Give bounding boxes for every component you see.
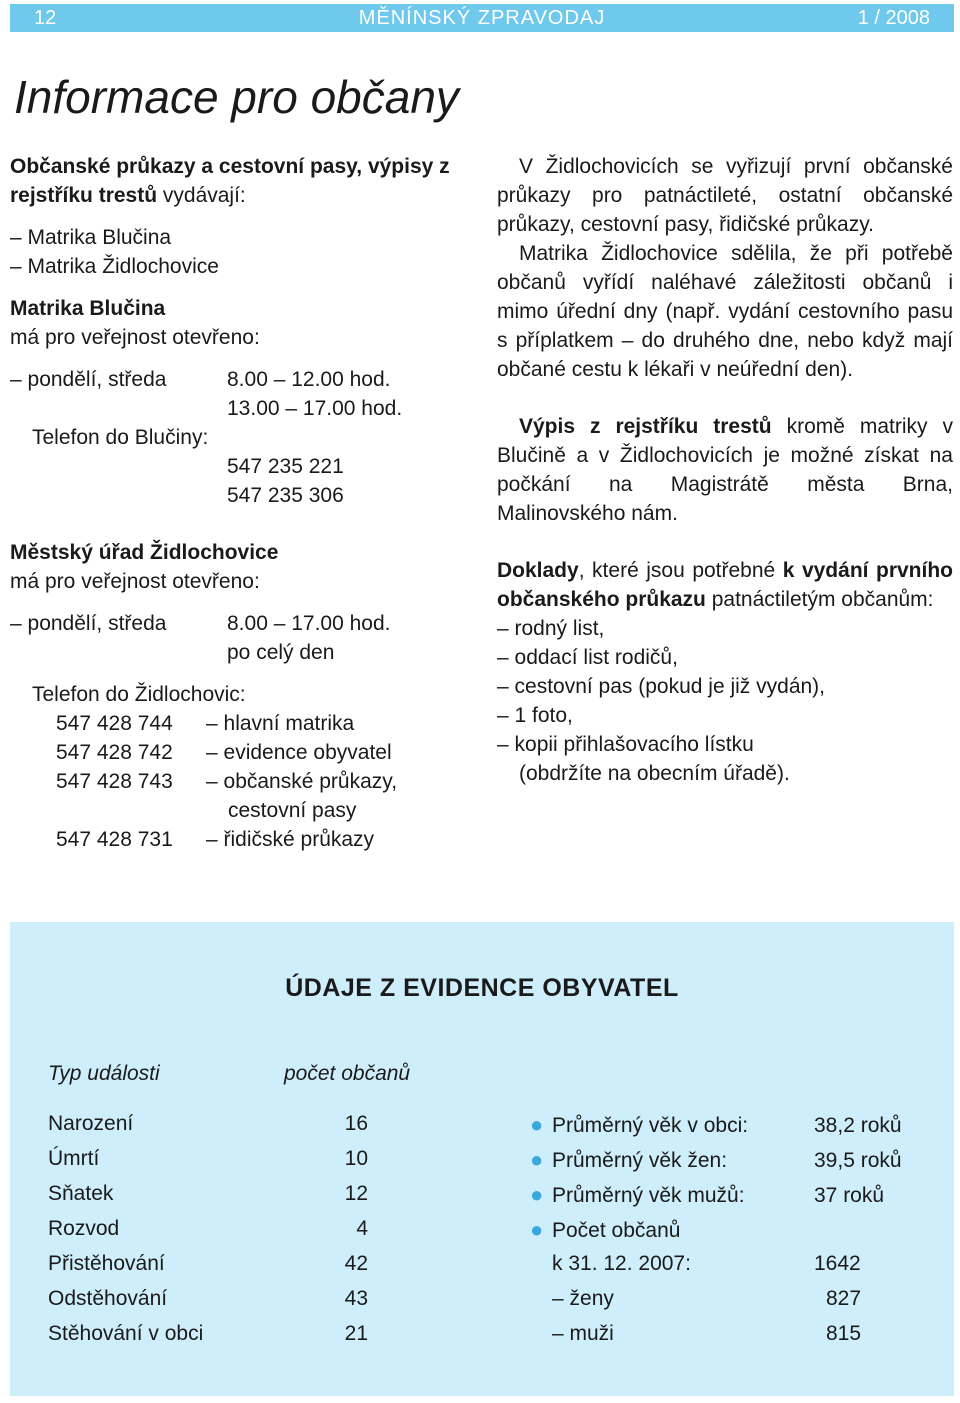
table-row: Úmrtí 10 — [48, 1147, 368, 1170]
list-item — [530, 1287, 940, 1322]
evidence-title: ÚDAJE Z EVIDENCE OBYVATEL — [285, 974, 679, 1002]
document-item: – cestovní pas (pokud je již vydán), — [497, 675, 826, 698]
blucina-phone-label: Telefon do Blučiny: — [32, 426, 209, 449]
intro-rest: vydávají: — [157, 184, 246, 207]
blucina-days: – pondělí, středa — [10, 368, 167, 391]
intro-bold: Občanské průkazy a cestovní pasy, výpisy z rejstříku trestů — [10, 155, 450, 207]
bullet-icon: ● — [530, 1182, 544, 1207]
event-table — [48, 1112, 388, 1357]
blucina-open: má pro veřejnost otevřeno: — [10, 326, 260, 349]
men-value: 815 — [826, 1322, 862, 1345]
paragraph-criminal-record: Výpis z rejstříku trestů kromě matriky v Blučině a v Židlochovicích je možné získat na počkání na Magistrátě města Brna, Malinovského nám. — [497, 415, 954, 525]
table-row: Sňatek 12 — [48, 1182, 368, 1205]
table-row: Stěhování v obci 21 — [48, 1322, 368, 1345]
blucina-hours: 13.00 – 17.00 hod. — [227, 397, 403, 420]
count-total: 1642 — [814, 1252, 861, 1275]
list-item — [530, 1252, 940, 1287]
column-header-count: počet občanů — [284, 1062, 411, 1085]
right-column — [497, 152, 953, 788]
page-title: Informace pro občany — [14, 71, 459, 123]
newsletter-title: MĚNÍNSKÝ ZPRAVODAJ — [358, 7, 606, 29]
document-item: – oddací list rodičů, — [497, 646, 678, 669]
zidlochovice-phone-label: Telefon do Židlochovic: — [32, 683, 246, 706]
zidlochovice-hours: po celý den — [227, 641, 335, 664]
table-row: Narození 16 — [48, 1112, 368, 1135]
page-header — [10, 4, 954, 32]
zidlochovice-hours: 8.00 – 17.00 hod. — [227, 612, 391, 635]
phone-row: cestovní pasy — [228, 799, 357, 822]
list-item — [530, 1322, 940, 1357]
phone-row: 547 428 744 – hlavní matrika — [56, 712, 355, 735]
blucina-hours-row — [10, 394, 470, 423]
evidence-box — [10, 922, 954, 1396]
table-row: Odstěhování 43 — [48, 1287, 368, 1310]
zidlochovice-open: má pro veřejnost otevřeno: — [10, 570, 260, 593]
list-item: ● Průměrný věk v obci: 38,2 roků — [530, 1112, 902, 1137]
averages-list — [530, 1112, 940, 1357]
blucina-hours-row — [10, 365, 470, 394]
count-date: k 31. 12. 2007: — [552, 1252, 691, 1275]
women-label: – ženy — [552, 1287, 614, 1310]
document-item: – rodný list, — [497, 617, 605, 640]
paragraph-first-id: V Židlochovicích se vyřizují první občanské průkazy pro patnáctileté, ostatní občanské průkazy, cestovní pasy, řidičské průkazy. — [497, 155, 953, 236]
document-item: – 1 foto, — [497, 704, 573, 727]
table-row: Rozvod 4 — [48, 1217, 368, 1240]
men-label: – muži — [552, 1322, 614, 1345]
column-header-type: Typ události — [48, 1062, 160, 1085]
issue-number: 1 / 2008 — [857, 7, 930, 29]
document-item: (obdržíte na obecním úřadě). — [519, 762, 790, 785]
bullet-icon: ● — [530, 1147, 544, 1172]
blucina-phone: 547 235 221 — [227, 455, 344, 478]
zidlochovice-heading: Městský úřad Židlochovice — [10, 541, 279, 564]
office-item: – Matrika Židlochovice — [10, 255, 219, 278]
blucina-heading: Matrika Blučina — [10, 297, 166, 320]
document-item: – kopii přihlašovacího lístku — [497, 733, 754, 756]
list-item: ● Počet občanů — [530, 1217, 681, 1242]
list-item: ● Průměrný věk žen: 39,5 roků — [530, 1147, 902, 1172]
bullet-icon: ● — [530, 1217, 544, 1242]
office-item: – Matrika Blučina — [10, 226, 172, 249]
list-item: ● Průměrný věk mužů: 37 roků — [530, 1182, 885, 1207]
paragraph-urgent: Matrika Židlochovice sdělila, že při potřebě občanů vyřídí naléhavé záležitosti občanů i mimo úřední dny (např. vydání cestovního pasu s příplatkem – do druhého dne, nebo když mají občané cestu k lékaři v neúřední den). — [497, 242, 953, 381]
page-number: 12 — [34, 7, 57, 29]
intro-paragraph — [10, 152, 470, 210]
blucina-phone: 547 235 306 — [227, 484, 344, 507]
phone-row: 547 428 743 – občanské průkazy, — [56, 770, 398, 793]
bullet-icon: ● — [530, 1112, 544, 1137]
zidlochovice-days: – pondělí, středa — [10, 612, 167, 635]
left-column — [10, 152, 470, 854]
blucina-hours: 8.00 – 12.00 hod. — [227, 368, 391, 391]
phone-row: 547 428 731 – řidičské průkazy — [56, 828, 375, 851]
women-value: 827 — [826, 1287, 862, 1310]
phone-row: 547 428 742 – evidence obyvatel — [56, 741, 392, 764]
table-row: Přistěhování 42 — [48, 1252, 368, 1275]
paragraph-documents: Doklady, které jsou potřebné k vydání prvního občanského průkazu patnáctiletým občanům: — [497, 559, 953, 611]
